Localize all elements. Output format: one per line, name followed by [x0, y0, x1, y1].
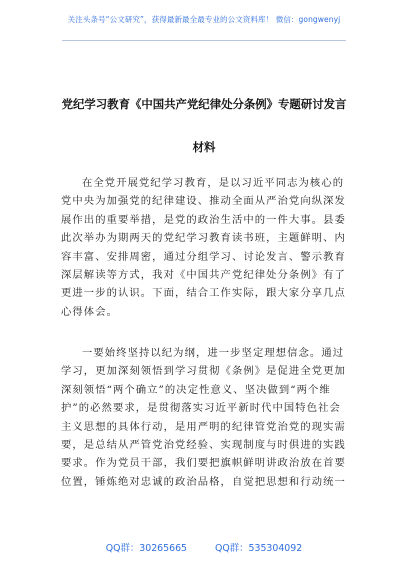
header-divider: [62, 40, 346, 41]
text-line: 党中央为加强党的纪律建设、推动全面从严治党向纵深发: [61, 195, 346, 208]
text-line: 一要始终坚持以纪为纲，进一步坚定理想信念。通过: [82, 347, 345, 359]
text-line: 要求。作为党员干部，我们要把旗帜鲜明讲政治放在首要: [61, 457, 346, 470]
text-line: 在全党开展党纪学习教育，是以习近平同志为核心的: [82, 177, 345, 189]
paragraph-intro: [61, 174, 351, 321]
text-line: 学习，更加深刻领悟到学习贯彻《条例》是促进全党更加: [61, 365, 346, 378]
text-line: 深层解读等方式，我对《中国共产党纪律处分条例》有了: [61, 269, 346, 282]
document-title-continued: 材料: [192, 140, 216, 154]
header-promo-text: 关注头条号“公文研究”，获得最新最全最专业的公文资料库！ 微信：gongwenyj: [67, 15, 341, 24]
text-line: 展作出的重要举措，是党的政治生活中的一件大事。县委: [61, 213, 346, 226]
page-footer: [0, 540, 408, 554]
footer-qq-group-1: QQ群：30265665: [105, 543, 188, 554]
page-header: [0, 0, 408, 58]
text-line: 护”的必然要求，是贯彻落实习近平新时代中国特色社会: [61, 402, 341, 415]
document-title: 党纪学习教育《中国共产党纪律处分条例》专题研讨发言: [61, 97, 347, 111]
text-line: 心得体会。: [61, 305, 118, 318]
text-line: 主义思想的具体行动，是用严明的纪律管党治党的现实需: [61, 420, 346, 433]
footer-qq-group-2: QQ群：535304092: [215, 543, 303, 554]
paragraph-point-one: [61, 344, 351, 491]
text-line: 位置，锤炼绝对忠诚的政治品格，自觉把思想和行动统一: [61, 475, 346, 488]
text-line: 深刻领悟“两个确立”的决定性意义、坚决做到“两个维: [61, 383, 331, 396]
text-line: 此次举办为期两天的党纪学习教育读书班，主题鲜明、内: [61, 232, 346, 245]
text-line: 容丰富、安排周密，通过分组学习、讨论发言、警示教育: [61, 250, 346, 263]
text-line: 要，是总结从严管党治党经验、实现制度与时俱进的实践: [61, 439, 346, 452]
text-line: 更进一步的认识。下面，结合工作实际，跟大家分享几点: [61, 287, 346, 300]
